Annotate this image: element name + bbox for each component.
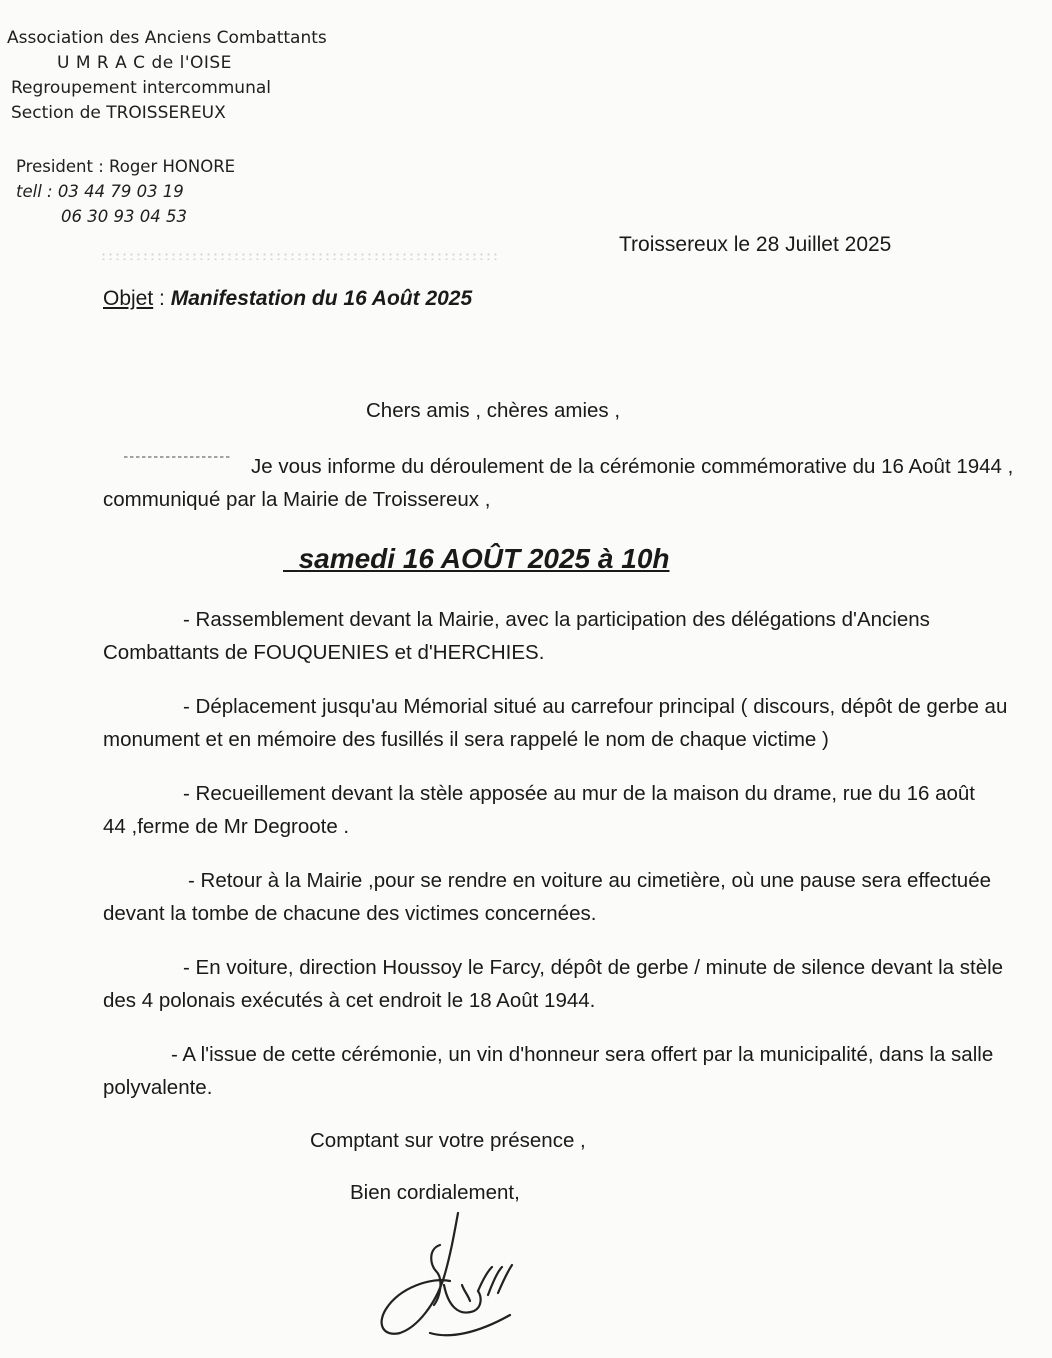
intro-paragraph bbox=[103, 450, 1013, 516]
program-item-line-1: - Rassemblement devant la Mairie, avec la participation des délégations d'Anciens bbox=[183, 608, 930, 631]
program-item-line-2: monument et en mémoire des fusillés il sera rappelé le nom de chaque victime ) bbox=[103, 728, 829, 751]
program-item-line-2: des 4 polonais exécutés à cet endroit le 18 Août 1944. bbox=[103, 989, 596, 1012]
phone-number-1: 03 44 79 03 19 bbox=[57, 182, 184, 201]
program-item-line-1: - A l'issue de cette cérémonie, un vin d'honneur sera offert par la municipalité, dans la salle bbox=[171, 1043, 994, 1066]
intro-line-1: Je vous informe du déroulement de la cérémonie commémorative du 16 Août 1944 , bbox=[251, 455, 1014, 478]
closing-line-1: Comptant sur votre présence , bbox=[310, 1129, 586, 1152]
program-item-3 bbox=[103, 777, 975, 843]
program-item-5 bbox=[103, 951, 1003, 1017]
program-item-line-2: polyvalente. bbox=[103, 1076, 213, 1099]
subject-label: Objet bbox=[103, 287, 154, 310]
program-item-line-1: - Recueillement devant la stèle apposée au mur de la maison du drame, rue du 16 août bbox=[183, 782, 976, 805]
program-item-6 bbox=[103, 1038, 993, 1104]
phone-label: tell : bbox=[16, 182, 53, 201]
program-item-line-1: - En voiture, direction Houssoy le Farcy, dépôt de gerbe / minute de silence devant la stèle bbox=[183, 956, 1004, 979]
closing-line-2: Bien cordialement, bbox=[350, 1181, 520, 1204]
program-item-line-2: devant la tombe de chacune des victimes concernées. bbox=[103, 902, 597, 925]
intro-line-2: communiqué par la Mairie de Troissereux , bbox=[103, 488, 491, 511]
program-item-line-1: - Retour à la Mairie ,pour se rendre en voiture au cimetière, où une pause sera effectuée bbox=[188, 869, 991, 892]
event-heading-text: samedi 16 AOÛT 2025 à 10h bbox=[298, 543, 670, 574]
program-item-line-2: 44 ,ferme de Mr Degroote . bbox=[103, 815, 350, 838]
president-line: President : Roger HONORE bbox=[16, 157, 236, 176]
president-block bbox=[16, 154, 235, 229]
subject-line bbox=[103, 287, 472, 311]
sender-block bbox=[7, 26, 327, 126]
program-item-2 bbox=[103, 690, 1007, 756]
program-item-line-2: Combattants de FOUQUENIES et d'HERCHIES. bbox=[103, 641, 545, 664]
subject-separator: : bbox=[153, 287, 171, 310]
subject-value: Manifestation du 16 Août 2025 bbox=[170, 287, 473, 310]
scan-smudge bbox=[100, 252, 500, 260]
section-line: Section de TROISSEREUX bbox=[11, 103, 226, 123]
phone-line-1 bbox=[16, 179, 235, 204]
association-name: Association des Anciens Combattants bbox=[7, 28, 327, 48]
greeting: Chers amis , chères amies , bbox=[366, 399, 621, 422]
date-line: Troissereux le 28 Juillet 2025 bbox=[619, 233, 892, 256]
event-heading bbox=[283, 543, 670, 575]
program-item-1 bbox=[103, 603, 930, 669]
phone-number-2: 06 30 93 04 53 bbox=[61, 207, 187, 226]
program-item-line-1: - Déplacement jusqu'au Mémorial situé au carrefour principal ( discours, dépôt de gerbe au bbox=[183, 695, 1008, 718]
program-item-4 bbox=[103, 864, 991, 930]
handwritten-signature bbox=[370, 1205, 530, 1350]
regroupement-line: Regroupement intercommunal bbox=[11, 78, 271, 98]
umrac-line: U M R A C de l'OISE bbox=[57, 53, 232, 73]
